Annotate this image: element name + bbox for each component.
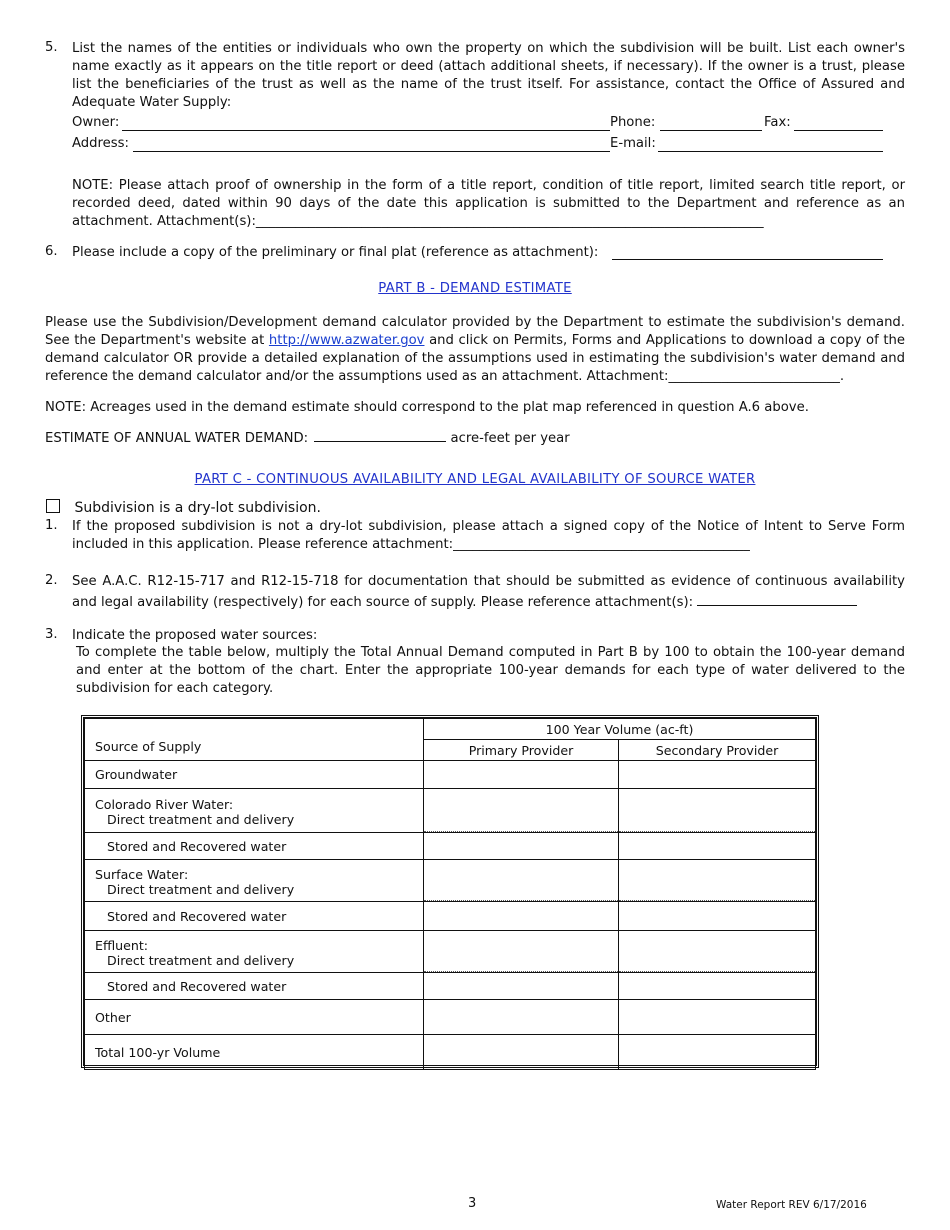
fax-label: Fax: bbox=[764, 115, 791, 130]
colorado-stored-primary-cell[interactable] bbox=[424, 833, 619, 860]
col-primary-header: Primary Provider bbox=[424, 740, 619, 761]
email-field[interactable] bbox=[658, 137, 883, 152]
other-secondary-cell[interactable] bbox=[619, 1000, 816, 1035]
c1-text bbox=[72, 518, 905, 554]
c3-intro: Indicate the proposed water sources: bbox=[72, 628, 318, 643]
surface-direct-primary-cell[interactable] bbox=[424, 860, 619, 902]
dry-lot-row bbox=[46, 499, 321, 517]
dry-lot-checkbox[interactable] bbox=[46, 499, 60, 513]
estimate-unit: acre-feet per year bbox=[450, 431, 570, 446]
part-c-heading: PART C - CONTINUOUS AVAILABILITY AND LEGAL AVAILABILITY OF SOURCE WATER bbox=[194, 472, 756, 487]
intent-attachment-field[interactable]: _____________________________________________ bbox=[453, 537, 750, 552]
fax-field[interactable] bbox=[794, 116, 883, 131]
surface-direct-label: Direct treatment and delivery bbox=[107, 882, 295, 897]
col-secondary-header: Secondary Provider bbox=[619, 740, 816, 761]
ownership-note-text: NOTE: Please attach proof of ownership in the form of a title report, condition of title report, limited search title report, or recorded deed, dated within 90 days of the date this application is submitted to the Department and reference as an attachment. Attachment(s): bbox=[72, 178, 905, 229]
water-sources-table bbox=[81, 715, 819, 1068]
row-colorado bbox=[85, 789, 424, 833]
row-other: Other bbox=[85, 1000, 424, 1035]
groundwater-primary-cell[interactable] bbox=[424, 761, 619, 789]
part-b-text-1: Please use the Subdivision/Development demand calculator provided by the Department to estimate the subdivision's demand. See the Department's website at bbox=[45, 315, 905, 348]
surface-direct-secondary-cell[interactable] bbox=[619, 860, 816, 902]
q6-row bbox=[72, 244, 884, 262]
estimate-label: ESTIMATE OF ANNUAL WATER DEMAND: bbox=[45, 431, 309, 446]
owner-label: Owner: bbox=[72, 115, 120, 130]
owner-field[interactable] bbox=[122, 116, 610, 131]
acreage-note: NOTE: Acreages used in the demand estimate should correspond to the plat map referenced in question A.6 above. bbox=[45, 400, 809, 415]
demand-attachment-field[interactable]: __________________________. bbox=[668, 369, 845, 384]
row-surface bbox=[85, 860, 424, 902]
supply-table bbox=[84, 718, 816, 1070]
ownership-note bbox=[72, 177, 905, 231]
email-label: E-mail: bbox=[610, 136, 656, 151]
c2-number: 2. bbox=[45, 573, 58, 588]
azwater-link[interactable]: http://www.azwater.gov bbox=[268, 333, 425, 348]
col-volume-header: 100 Year Volume (ac-ft) bbox=[424, 719, 816, 740]
effluent-stored-primary-cell[interactable] bbox=[424, 973, 619, 1000]
row-total: Total 100-yr Volume bbox=[85, 1035, 424, 1070]
address-field[interactable] bbox=[133, 137, 610, 152]
c3-text: To complete the table below, multiply the Total Annual Demand computed in Part B by 100 to obtain the 100-year demand and enter at the bottom of the chart. Enter the appropriate 100-year demands for each type of water delivered to the subdivision for each category. bbox=[76, 645, 905, 696]
effluent-direct-secondary-cell[interactable] bbox=[619, 931, 816, 973]
owner-row bbox=[72, 115, 884, 133]
row-effluent-stored: Stored and Recovered water bbox=[85, 973, 424, 1000]
revision-label: Water Report REV 6/17/2016 bbox=[716, 1199, 867, 1211]
effluent-direct-label: Direct treatment and delivery bbox=[107, 953, 295, 968]
total-secondary-cell[interactable] bbox=[619, 1035, 816, 1070]
c1-text-body: If the proposed subdivision is not a dry-lot subdivision, please attach a signed copy of the Notice of Intent to Serve Form included in this application. Please reference attachment: bbox=[72, 519, 905, 552]
estimate-row bbox=[45, 427, 905, 448]
groundwater-secondary-cell[interactable] bbox=[619, 761, 816, 789]
q5-text: List the names of the entities or individuals who own the property on which the subdivision will be built. List each owner's name exactly as it appears on the title report or deed (attach additional sheets, if necessary). If the owner is a trust, please list the beneficiaries of the trust as well as the name of the trust itself. For assistance, contact the Office of Assured and Adequate Water Supply: bbox=[72, 41, 905, 110]
effluent-label: Effluent: bbox=[95, 938, 149, 953]
c2-text bbox=[72, 573, 905, 612]
col-source-header: Source of Supply bbox=[85, 719, 424, 761]
colorado-direct-primary-cell[interactable] bbox=[424, 789, 619, 833]
colorado-label: Colorado River Water: bbox=[95, 797, 234, 812]
page-number: 3 bbox=[468, 1196, 477, 1211]
c2-text-body: See A.A.C. R12-15-717 and R12-15-718 for documentation that should be submitted as evidence of continuous availability and legal availability (respectively) for each source of supply. Please reference attachment(s): bbox=[72, 574, 905, 610]
surface-stored-secondary-cell[interactable] bbox=[619, 902, 816, 931]
address-label: Address: bbox=[72, 136, 129, 151]
dry-lot-label: Subdivision is a dry-lot subdivision. bbox=[74, 500, 321, 516]
surface-stored-primary-cell[interactable] bbox=[424, 902, 619, 931]
q5-number: 5. bbox=[45, 40, 58, 55]
part-b-heading: PART B - DEMAND ESTIMATE bbox=[378, 281, 572, 296]
q6-text: Please include a copy of the preliminary or final plat (reference as attachment): bbox=[72, 245, 599, 260]
q6-number: 6. bbox=[45, 244, 58, 259]
effluent-direct-primary-cell[interactable] bbox=[424, 931, 619, 973]
row-surface-stored: Stored and Recovered water bbox=[85, 902, 424, 931]
colorado-stored-secondary-cell[interactable] bbox=[619, 833, 816, 860]
other-primary-cell[interactable] bbox=[424, 1000, 619, 1035]
c3-number: 3. bbox=[45, 627, 58, 642]
c1-number: 1. bbox=[45, 518, 58, 533]
part-b-text-2: and click on Permits, Forms and Applications to download a copy of the demand calculator OR provide a detailed explanation of the assumptions used in estimating the subdivision's water demand and reference the demand calculator and/or the assumptions used as an attachment. Attachment: bbox=[45, 333, 905, 384]
plat-attachment-field[interactable] bbox=[612, 245, 883, 260]
phone-label: Phone: bbox=[610, 115, 656, 130]
row-colorado-stored: Stored and Recovered water bbox=[85, 833, 424, 860]
row-effluent bbox=[85, 931, 424, 973]
colorado-direct-secondary-cell[interactable] bbox=[619, 789, 816, 833]
total-primary-cell[interactable] bbox=[424, 1035, 619, 1070]
supply-attachment-field[interactable] bbox=[697, 591, 857, 606]
surface-label: Surface Water: bbox=[95, 867, 189, 882]
colorado-direct-label: Direct treatment and delivery bbox=[107, 812, 295, 827]
effluent-stored-secondary-cell[interactable] bbox=[619, 973, 816, 1000]
estimate-field[interactable] bbox=[314, 427, 446, 442]
part-b-paragraph bbox=[45, 314, 905, 386]
row-groundwater: Groundwater bbox=[85, 761, 424, 789]
ownership-attachment-field[interactable]: _____________________________________________________________________________ bbox=[255, 214, 764, 229]
address-row bbox=[72, 136, 884, 154]
phone-field[interactable] bbox=[660, 116, 762, 131]
